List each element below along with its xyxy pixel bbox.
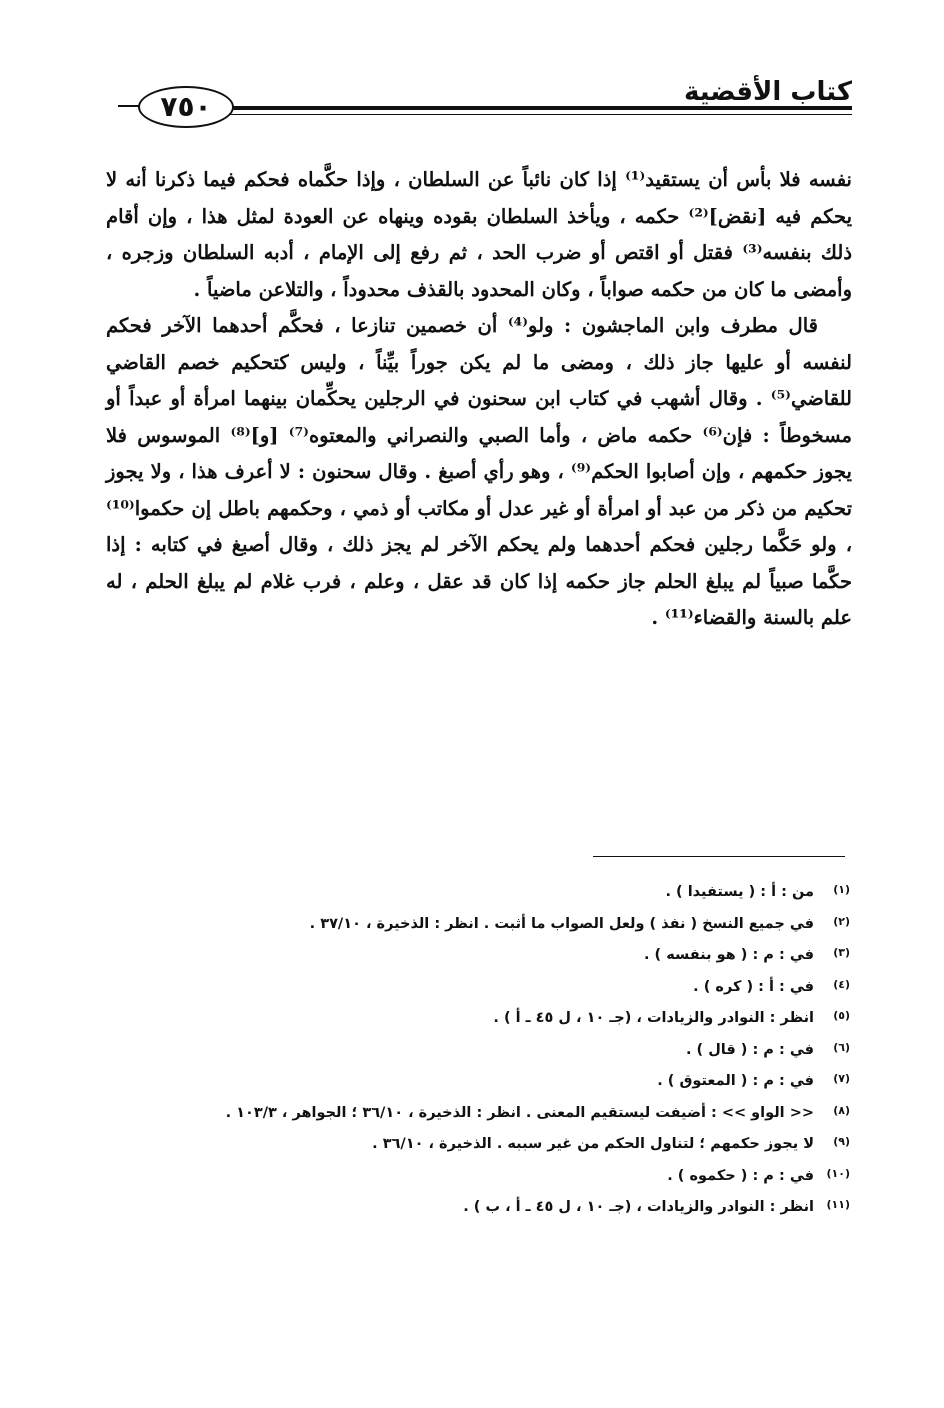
footnote-text: في جميع النسخ ( نفذ ) ولعل الصواب ما أثبت . انظر : الذخيرة ، ٣٧/١٠ . (309, 915, 814, 932)
footnote-number: (٣) (833, 946, 850, 959)
footnotes (150, 874, 850, 1221)
page-number: ٧٥٠ (138, 86, 234, 128)
paragraph-2: قال مطرف وابن الماجشون : ولو⁽⁴⁾ أن خصمين تنازعا ، فحكَّم أحدهما الآخر فحكم لنفسه أو عليها جاز ذلك ، ومضى ما لم يكن جوراً بيِّناً ، وليس كتحكيم خصم القاضي للقاضي⁽⁵⁾ . وقال أشهب في كتاب ابن سحنون في الرجلين يحكِّمان بينهما امرأة أو عبداً أو مسخوطاً : فإن⁽⁶⁾ حكمه ماض ، وأما الصبي والنصراني والمعتوه⁽⁷⁾ [و]⁽⁸⁾ الموسوس فلا يجوز حكمهم ، وإن أصابوا الحكم⁽⁹⁾ ، وهو رأي أصبغ . وقال سحنون : لا أعرف هذا ، ولا يجوز تحكيم من ذكر من عبد أو امرأة أو غير عدل أو مكاتب أو ذمي ، وحكمهم باطل إن حكموا⁽¹⁰⁾ ، ولو حَكَّما رجلين فحكم أحدهما ولم يحكم الآخر لم يجز ذلك ، وقال أصبغ في كتابه : إذا حكَّما صبياً لم يبلغ الحلم جاز حكمه إذا كان قد عقل ، وعلم ، فرب غلام لم يبلغ الحلم ، له علم بالسنة والقضاء⁽¹¹⁾ . (106, 314, 852, 629)
footnote-text: في : م : ( هو بنفسه ) . (643, 947, 814, 963)
book-title: كتاب الأقضية (676, 78, 852, 106)
footnote-text: << الواو >> : أضيفت ليستقيم المعنى . انظر : الذخيرة ، ٣٦/١٠ ؛ الجواهر ، ١٠٣/٣ . (225, 1104, 814, 1121)
footnote-number: (١١) (826, 1198, 850, 1211)
footnote-number: (٢) (833, 914, 850, 928)
footnote-text: من : أ : ( يستفيدا ) . (665, 884, 814, 900)
footnote-number: (٨) (833, 1103, 850, 1117)
footnote-text: في : أ : ( كره ) . (693, 978, 814, 995)
footnote-number: (٩) (833, 1135, 850, 1148)
footnote-item (150, 1063, 850, 1095)
footnote-item (150, 969, 850, 1001)
footnote-item (150, 1032, 850, 1064)
footnote-number: (٧) (833, 1072, 850, 1085)
footnote-item (150, 1126, 850, 1158)
footnote-number: (٦) (833, 1040, 850, 1054)
footnote-item (150, 874, 850, 906)
header-rule-thin (210, 114, 852, 115)
footnote-number: (١) (833, 883, 850, 896)
footnote-separator (593, 856, 845, 857)
footnote-number: (١٠) (826, 1166, 850, 1180)
footnote-text: انظر : النوادر والزيادات ، (جـ ١٠ ، ل ٤٥ ـ أ ) . (493, 1010, 814, 1026)
footnote-number: (٤) (833, 977, 850, 991)
footnote-item (150, 1158, 850, 1190)
footnote-text: في : م : ( حكموه ) . (667, 1167, 814, 1184)
footnote-number: (٥) (833, 1009, 850, 1022)
footnote-item (150, 1189, 850, 1221)
footnote-text: انظر : النوادر والزيادات ، (جـ ١٠ ، ل ٤٥ ـ أ ، ب ) . (463, 1199, 814, 1215)
footnote-item (150, 1095, 850, 1127)
footnote-text: لا يجوز حكمهم ؛ لتناول الحكم من غير سببه . الذخيرة ، ٣٦/١٠ . (372, 1136, 814, 1152)
page-header (118, 78, 852, 130)
paragraph-1: نفسه فلا بأس أن يستقيد⁽¹⁾ إذا كان نائباً عن السلطان ، وإذا حكَّماه فحكم فيما ذكرنا أنه لا يحكم فيه [نقض]⁽²⁾ حكمه ، ويأخذ السلطان بقوده وينهاه عن العودة لمثل هذا ، وإن أقام ذلك بنفسه⁽³⁾ فقتل أو اقتص أو ضرب الحد ، ثم رفع إلى الإمام ، أدبه السلطان وزجره ، وأمضى ما كان من حكمه صواباً ، وكان المحدود بالقذف محدوداً ، والتلاعن ماضياً . (106, 168, 852, 301)
footnote-item (150, 937, 850, 969)
footnote-text: في : م : ( قال ) . (685, 1041, 814, 1058)
main-text (106, 162, 852, 637)
footnote-item (150, 1000, 850, 1032)
footnote-item (150, 906, 850, 938)
footnote-text: في : م : ( المعتوق ) . (657, 1073, 814, 1089)
